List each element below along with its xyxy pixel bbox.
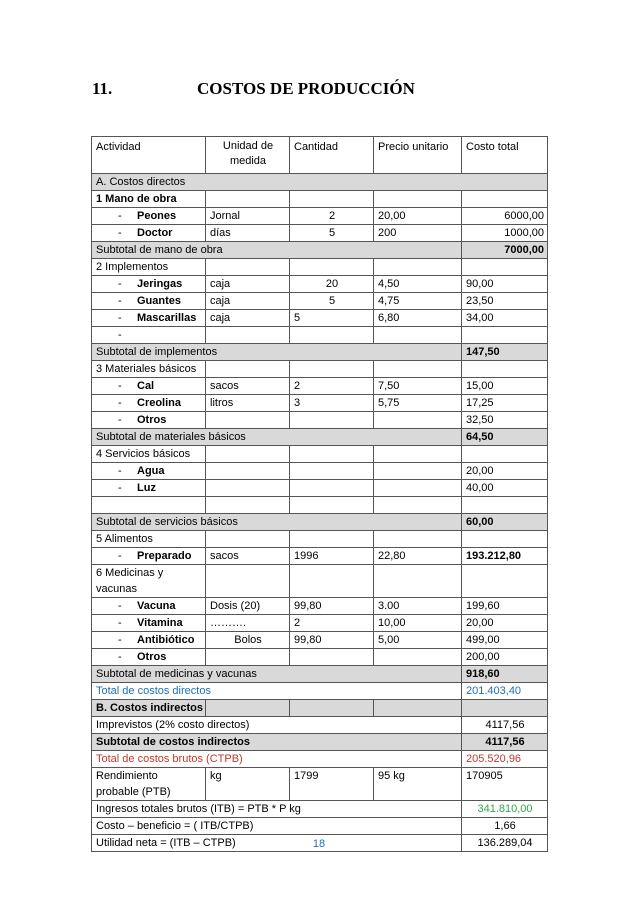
item-cell [92,480,206,497]
item-total: 40,00 [462,480,548,497]
table-row [92,429,548,446]
item-qty: 5 [290,310,374,327]
group-label: 2 Implementos [92,259,206,276]
item-dash: - [118,465,122,477]
total-value: 205.520,96 [462,751,548,768]
section-number: 11. [92,79,113,98]
item-total: 17,25 [462,395,548,412]
section-title: COSTOS DE PRODUCCIÓN [197,79,415,98]
item-qty: 2 [290,378,374,395]
group-label: 5 Alimentos [92,531,206,548]
item-price: 3.00 [374,598,462,615]
item-name: Otros [137,414,167,426]
item-dash: - [118,227,122,239]
subtotal-value: 147,50 [462,344,548,361]
item-dash: - [118,278,122,290]
item-price: 4,50 [374,276,462,293]
item-total: 20,00 [462,463,548,480]
item-unit: ………. [206,615,290,632]
table-row [92,259,548,276]
table-row [92,497,548,514]
table-row [92,327,548,344]
row-qty: 1799 [290,768,374,801]
cost-table [91,136,548,852]
item-unit: caja [206,293,290,310]
row-price: 95 kg [374,768,462,801]
row-label: Costo – beneficio = ( ITB/CTPB) [92,818,462,835]
item-price: 200 [374,225,462,242]
subtotal-label: Subtotal de servicios básicos [92,514,462,531]
item-cell [92,276,206,293]
item-name: Creolina [137,397,182,409]
item-cell [92,615,206,632]
table-row [92,666,548,683]
item-price: 22,80 [374,548,462,565]
item-unit: caja [206,276,290,293]
item-name: Cal [137,380,155,392]
item-cell [92,598,206,615]
table-header-row [92,137,548,174]
item-name: Otros [137,651,167,663]
item-total: 199,60 [462,598,548,615]
item-name: Jeringas [137,278,183,290]
item-qty: 3 [290,395,374,412]
item-dash: - [118,651,122,663]
item-price: 4,75 [374,293,462,310]
item-dash: - [118,397,122,409]
table-row [92,531,548,548]
row-value: 136.289,04 [462,835,548,852]
table-row [92,565,548,598]
row-value: 1,66 [462,818,548,835]
table-row [92,615,548,632]
item-total: 23,50 [462,293,548,310]
table-row [92,801,548,818]
item-name: Vacuna [137,600,176,612]
item-price: 5,00 [374,632,462,649]
table-row [92,446,548,463]
table-row [92,717,548,734]
table-row [92,293,548,310]
item-total: 1000,00 [462,225,548,242]
item-price: 7,50 [374,378,462,395]
item-cell [92,225,206,242]
subtotal-value: 918,60 [462,666,548,683]
item-cell [92,548,206,565]
item-name: Antibiótico [137,634,195,646]
header-unidad: Unidad de medida [206,137,290,174]
item-total: 90,00 [462,276,548,293]
item-cell [92,327,206,344]
table-row [92,734,548,751]
section-label: B. Costos indirectos [92,700,206,717]
table-row [92,632,548,649]
table-row [92,818,548,835]
header-total: Costo total [462,137,548,174]
item-qty: 2 [290,615,374,632]
item-dash: - [118,482,122,494]
item-unit: sacos [206,548,290,565]
table-row [92,361,548,378]
header-cantidad: Cantidad [290,137,374,174]
item-name: Preparado [137,550,192,562]
table-row [92,768,548,801]
item-dash: - [118,295,122,307]
item-name: Peones [137,210,177,222]
item-price: 10,00 [374,615,462,632]
table-row [92,208,548,225]
item-price: 20,00 [374,208,462,225]
item-name: Luz [137,482,156,494]
item-dash: - [118,550,122,562]
group-label: 3 Materiales básicos [92,361,206,378]
table-row [92,344,548,361]
item-total: 499,00 [462,632,548,649]
subtotal-label: Subtotal de materiales básicos [92,429,462,446]
table-row [92,480,548,497]
table-row [92,395,548,412]
header-precio: Precio unitario [374,137,462,174]
table-row [92,412,548,429]
header-actividad: Actividad [92,137,206,174]
item-dash: - [118,329,122,341]
item-total: 34,00 [462,310,548,327]
table-row [92,548,548,565]
item-name: Mascarillas [137,312,197,324]
item-total: 193.212,80 [462,548,548,565]
item-unit: días [206,225,290,242]
page-number: 18 [312,838,326,850]
item-dash: - [118,600,122,612]
subtotal-label: Subtotal de medicinas y vacunas [92,666,462,683]
item-unit: caja [206,310,290,327]
item-cell [92,412,206,429]
item-dash: - [118,634,122,646]
item-cell [92,395,206,412]
table-row [92,191,548,208]
item-cell [92,463,206,480]
total-value: 201.403,40 [462,683,548,700]
table-row [92,310,548,327]
table-row [92,683,548,700]
row-value: 4117,56 [462,717,548,734]
item-qty: 2 [290,208,374,225]
item-dash: - [118,312,122,324]
item-qty: 5 [290,293,374,310]
table-row [92,463,548,480]
row-label: Utilidad neta = (ITB – CTPB) [92,835,462,852]
item-price: 5,75 [374,395,462,412]
item-name: Vitamina [137,617,183,629]
item-unit: litros [206,395,290,412]
item-dash: - [118,210,122,222]
row-label: Imprevistos (2% costo directos) [92,717,462,734]
item-total: 20,00 [462,615,548,632]
table-row [92,276,548,293]
item-dash: - [118,380,122,392]
item-qty: 5 [290,225,374,242]
subtotal-label: Subtotal de implementos [92,344,462,361]
table-row [92,700,548,717]
item-name: Agua [137,465,165,477]
subtotal-label: Subtotal de mano de obra [92,242,462,259]
item-total: 6000,00 [462,208,548,225]
subtotal-value: 4117,56 [462,734,548,751]
item-qty: 20 [290,276,374,293]
item-name: Guantes [137,295,182,307]
table-row [92,378,548,395]
item-unit: Bolos [206,632,290,649]
item-name: Doctor [137,227,173,239]
group-label: 6 Medicinas y vacunas [92,565,206,598]
table-row [92,514,548,531]
item-cell [92,649,206,666]
subtotal-value: 60,00 [462,514,548,531]
item-total: 200,00 [462,649,548,666]
table-row [92,649,548,666]
table-row [92,598,548,615]
group-label: 4 Servicios básicos [92,446,206,463]
table-row [92,242,548,259]
item-dash: - [118,414,122,426]
item-unit: Jornal [206,208,290,225]
row-label: Rendimiento probable (PTB) [92,768,206,801]
section-label: A. Costos directos [92,174,548,191]
table-row [92,225,548,242]
item-dash: - [118,617,122,629]
table-row [92,174,548,191]
subtotal-label: Subtotal de costos indirectos [92,734,462,751]
item-cell [92,378,206,395]
item-unit: sacos [206,378,290,395]
row-label: Ingresos totales brutos (ITB) = PTB * P kg [92,801,462,818]
item-qty: 99,80 [290,598,374,615]
total-label: Total de costos directos [92,683,462,700]
row-value: 170905 [462,768,548,801]
subtotal-value: 7000,00 [462,242,548,259]
total-label: Total de costos brutos (CTPB) [92,751,462,768]
item-unit: Dosis (20) [206,598,290,615]
row-value: 341.810,00 [462,801,548,818]
item-total: 32,50 [462,412,548,429]
table-row [92,751,548,768]
item-qty: 99,80 [290,632,374,649]
group-label: 1 Mano de obra [92,191,206,208]
item-cell [92,632,206,649]
subtotal-value: 64,50 [462,429,548,446]
item-cell [92,208,206,225]
item-cell [92,310,206,327]
item-qty: 1996 [290,548,374,565]
item-price: 6,80 [374,310,462,327]
item-cell [92,293,206,310]
row-unit: kg [206,768,290,801]
item-total: 15,00 [462,378,548,395]
